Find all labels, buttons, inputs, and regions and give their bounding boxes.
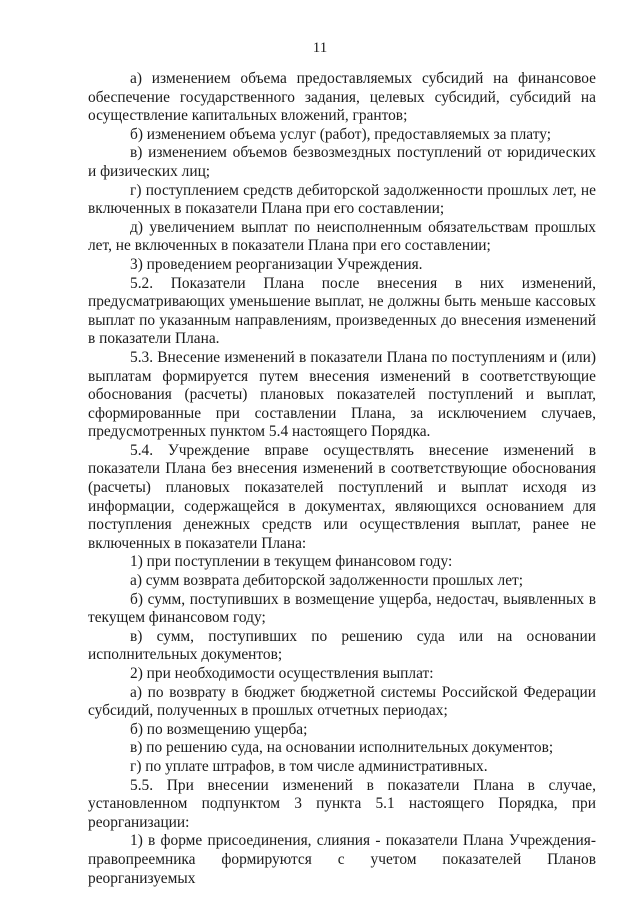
paragraph: 3) проведением реорганизации Учреждения. [130, 255, 423, 273]
paragraph: в) по решению суда, на основании исполнительных документов; [130, 739, 554, 757]
paragraph: а) сумм возврата дебиторской задолженности прошлых лет; [130, 572, 524, 590]
paragraph: 2) при необходимости осуществления выплат: [130, 665, 434, 682]
paragraph: 1) при поступлении в текущем финансовом году: [130, 553, 453, 571]
paragraph: д) увеличением выплат по неисполненным обязательствам прошлых лет, не включенных в показатели Плана при его составлении; [88, 218, 596, 255]
paragraph: б) по возмещению ущерба; [130, 720, 308, 738]
paragraph: б) изменением объема услуг (работ), предоставляемых за плату; [130, 125, 551, 143]
paragraph: в) сумм, поступивших по решению суда или на основании исполнительных документов; [88, 627, 596, 664]
paragraph: а) по возврату в бюджет бюджетной системы Российской Федерации субсидий, полученных в прошлых отчетных периодах; [88, 683, 596, 720]
paragraph: 5.2. Показатели Плана после внесения в них изменений, предусматривающих уменьшение выплат, не должны быть меньше кассовых выплат по указанным направлениям, произведенных до внесения изменений в показатели Плана. [88, 274, 596, 348]
paragraph: 5.5. При внесении изменений в показатели Плана в случае, установленном подпунктом 3 пункта 5.1 настоящего Порядка, при реорганизации: [88, 776, 596, 831]
paragraph: 5.4. Учреждение вправе осуществлять внесение изменений в показатели Плана без внесения изменений в соответствующие обоснования (расчеты) плановых показателей поступлений и выплат исходя из информации, содержащейся в документах, являющихся основанием для поступления денежных средств или осуществления выплат, ранее не включенных в показатели Плана: [88, 441, 596, 552]
paragraph: а) изменением объема предоставляемых субсидий на финансовое обеспечение государственного задания, целевых субсидий, субсидий на осуществление капитальных вложений, грантов; [88, 70, 596, 125]
paragraph: г) по уплате штрафов, в том числе административных. [130, 757, 488, 775]
document-body [88, 70, 596, 888]
paragraph: 1) в форме присоединения, слияния - показатели Плана Учреждения-правопреемника формируются с учетом показателей Планов реорганизуемых [88, 832, 596, 887]
paragraph: б) сумм, поступивших в возмещение ущерба, недостач, выявленных в текущем финансовом году; [88, 590, 596, 627]
paragraph: г) поступлением средств дебиторской задолженности прошлых лет, не включенных в показатели Плана при его составлении; [88, 181, 596, 218]
paragraph: в) изменением объемов безвозмездных поступлений от юридических и физических лиц; [88, 144, 596, 180]
page-number: 11 [312, 40, 328, 56]
paragraph: 5.3. Внесение изменений в показатели Плана по поступлениям и (или) выплатам формируется путем внесения изменений в соответствующие обоснования (расчеты) плановых показателей поступлений и выплат, сформированные при составлении Плана, за исключением случаев, предусмотренных пунктом 5.4 настоящего Порядка. [88, 348, 596, 441]
